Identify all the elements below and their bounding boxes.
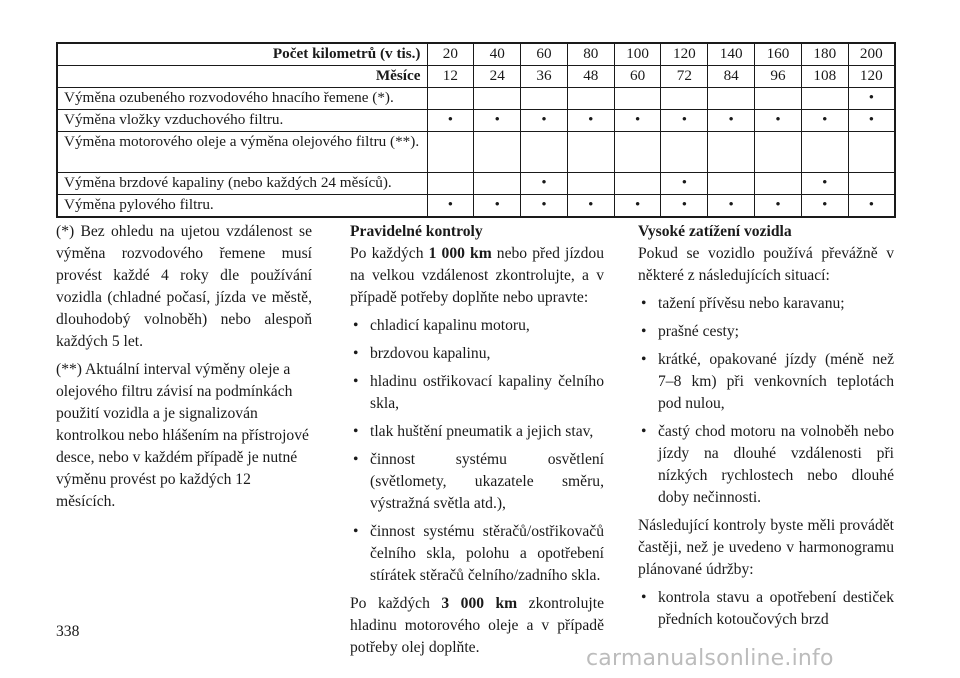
schedule-mark-cell [661,132,708,173]
header-row-months [57,66,895,88]
row-label: Výměna brzdové kapaliny (nebo každých 24 měsíců). [57,173,427,195]
months-header-cell: 48 [567,66,614,88]
schedule-mark-cell [614,88,661,110]
regular-checks-heading: Pravidelné kontroly [350,223,483,240]
watermark: carmanualsonline.info [586,646,834,671]
km-header-cell: 20 [427,43,474,66]
schedule-mark-cell [708,173,755,195]
maintenance-schedule-table [56,42,896,218]
schedule-mark-cell: • [661,195,708,218]
km-header-cell: 100 [614,43,661,66]
schedule-mark-cell: • [614,110,661,132]
schedule-mark-cell [521,132,568,173]
schedule-mark-cell: • [848,110,895,132]
km-header-cell: 60 [521,43,568,66]
list-item: • kontrola stavu a opotřebení destiček předních kotoučových brzd [638,587,894,631]
row-label: Výměna vložky vzduchového filtru. [57,110,427,132]
km-header-cell: 180 [801,43,848,66]
schedule-mark-cell [708,88,755,110]
schedule-mark-cell: • [521,195,568,218]
heavy-use-intro: Pokud se vozidlo používá převážně v některé z následujících situací: [638,245,894,284]
km-header-cell: 120 [661,43,708,66]
schedule-mark-cell: • [661,110,708,132]
schedule-mark-cell [801,132,848,173]
row-label: Výměna ozubeného rozvodového hnacího řemene (*). [57,88,427,110]
schedule-mark-cell [801,88,848,110]
schedule-mark-cell [474,132,521,173]
schedule-mark-cell: • [848,195,895,218]
schedule-mark-cell [755,132,802,173]
months-header-cell: 36 [521,66,568,88]
schedule-mark-cell [614,132,661,173]
oil-check-paragraph: Po každých 3 000 km zkontrolujte hladinu motorového oleje a v případě potřeby olej doplňte. [350,595,604,656]
schedule-mark-cell [567,173,614,195]
schedule-mark-cell [474,173,521,195]
km-header-label: Počet kilometrů (v tis.) [57,43,427,66]
schedule-mark-cell [755,173,802,195]
km-header-cell: 140 [708,43,755,66]
footnote-oil-interval: (**) Aktuální interval výměny oleje a olejového filtru závisí na podmínkách použití vozidla a je signalizován kontrolkou nebo hlášením na přístrojové desce, nebo v každém případě je nutné výměnu provést po každých 12 měsících. [56,361,309,510]
months-header-cell: 108 [801,66,848,88]
schedule-mark-cell [848,132,895,173]
schedule-mark-cell [521,88,568,110]
schedule-mark-cell: • [708,195,755,218]
table-row [57,110,895,132]
months-header-cell: 96 [755,66,802,88]
list-item: • činnost systému osvětlení (světlomety, ukazatele směru, výstražná světla atd.), [350,449,604,515]
schedule-mark-cell: • [427,110,474,132]
schedule-mark-cell [614,173,661,195]
months-header-cell: 120 [848,66,895,88]
heavy-use-list [638,293,894,509]
table-row [57,88,895,110]
schedule-mark-cell [755,88,802,110]
schedule-mark-cell: • [801,195,848,218]
km-header-cell: 40 [474,43,521,66]
schedule-mark-cell [848,173,895,195]
list-item: • činnost systému stěračů/ostřikovačů čelního skla, polohu a opotřebení stírátek stěračů čelního/zadního skla. [350,521,604,587]
schedule-mark-cell [661,88,708,110]
months-header-cell: 84 [708,66,755,88]
list-item: • hladinu ostřikovací kapaliny čelního skla, [350,371,604,415]
schedule-mark-cell: • [521,173,568,195]
frequent-checks-paragraph: Následující kontroly byste měli provádět častěji, než je uvedeno v harmonogramu plánované údržby: [638,517,894,578]
frequent-checks-list [638,587,894,631]
schedule-mark-cell: • [521,110,568,132]
schedule-mark-cell [474,88,521,110]
table-row [57,173,895,195]
list-item: • brzdovou kapalinu, [350,343,604,365]
header-row-km [57,43,895,66]
schedule-mark-cell: • [614,195,661,218]
list-item: • prašné cesty; [638,321,894,343]
months-header-label: Měsíce [57,66,427,88]
schedule-mark-cell: • [661,173,708,195]
km-header-cell: 200 [848,43,895,66]
heavy-use-heading: Vysoké zatížení vozidla [638,223,792,240]
table-row [57,195,895,218]
list-item: • tlak huštění pneumatik a jejich stav, [350,421,604,443]
table-row [57,132,895,173]
schedule-mark-cell: • [848,88,895,110]
schedule-mark-cell: • [474,195,521,218]
regular-checks-list [350,315,604,587]
schedule-mark-cell: • [474,110,521,132]
schedule-mark-cell [567,132,614,173]
regular-checks-column [350,221,604,665]
schedule-mark-cell [427,88,474,110]
schedule-mark-cell [708,132,755,173]
months-header-cell: 24 [474,66,521,88]
schedule-mark-cell: • [567,195,614,218]
schedule-mark-cell: • [801,110,848,132]
schedule-mark-cell: • [755,195,802,218]
list-item: • chladicí kapalinu motoru, [350,315,604,337]
months-header-cell: 12 [427,66,474,88]
months-header-cell: 60 [614,66,661,88]
row-label: Výměna motorového oleje a výměna olejového filtru (**). [57,132,427,173]
schedule-mark-cell: • [708,110,755,132]
km-header-cell: 80 [567,43,614,66]
schedule-mark-cell [427,132,474,173]
schedule-mark-cell [427,173,474,195]
schedule-mark-cell: • [755,110,802,132]
list-item: • tažení přívěsu nebo karavanu; [638,293,894,315]
months-header-cell: 72 [661,66,708,88]
footnotes-column [56,221,312,519]
list-item: • krátké, opakované jízdy (méně než 7–8 km) při venkovních teplotách pod nulou, [638,349,894,415]
regular-checks-intro: Po každých 1 000 km nebo před jízdou na velkou vzdálenost zkontrolujte, a v případě potřeby doplňte nebo upravte: [350,245,604,306]
row-label: Výměna pylového filtru. [57,195,427,218]
schedule-mark-cell: • [801,173,848,195]
schedule-mark-cell [567,88,614,110]
km-header-cell: 160 [755,43,802,66]
footnote-timing-belt: (*) Bez ohledu na ujetou vzdálenost se výměna rozvodového řemene musí provést každé 4 roky dle používání vozidla (chladné počasí, jízda ve městě, dlouhodobý volnoběh) nebo alespoň každých 5 let. [56,223,312,350]
page-number: 338 [56,623,80,640]
schedule-mark-cell: • [427,195,474,218]
heavy-use-column [638,221,894,637]
schedule-mark-cell: • [567,110,614,132]
list-item: • častý chod motoru na volnoběh nebo jízdy na dlouhé vzdálenosti při nízkých rychlostech nebo dlouhé doby nečinnosti. [638,421,894,509]
